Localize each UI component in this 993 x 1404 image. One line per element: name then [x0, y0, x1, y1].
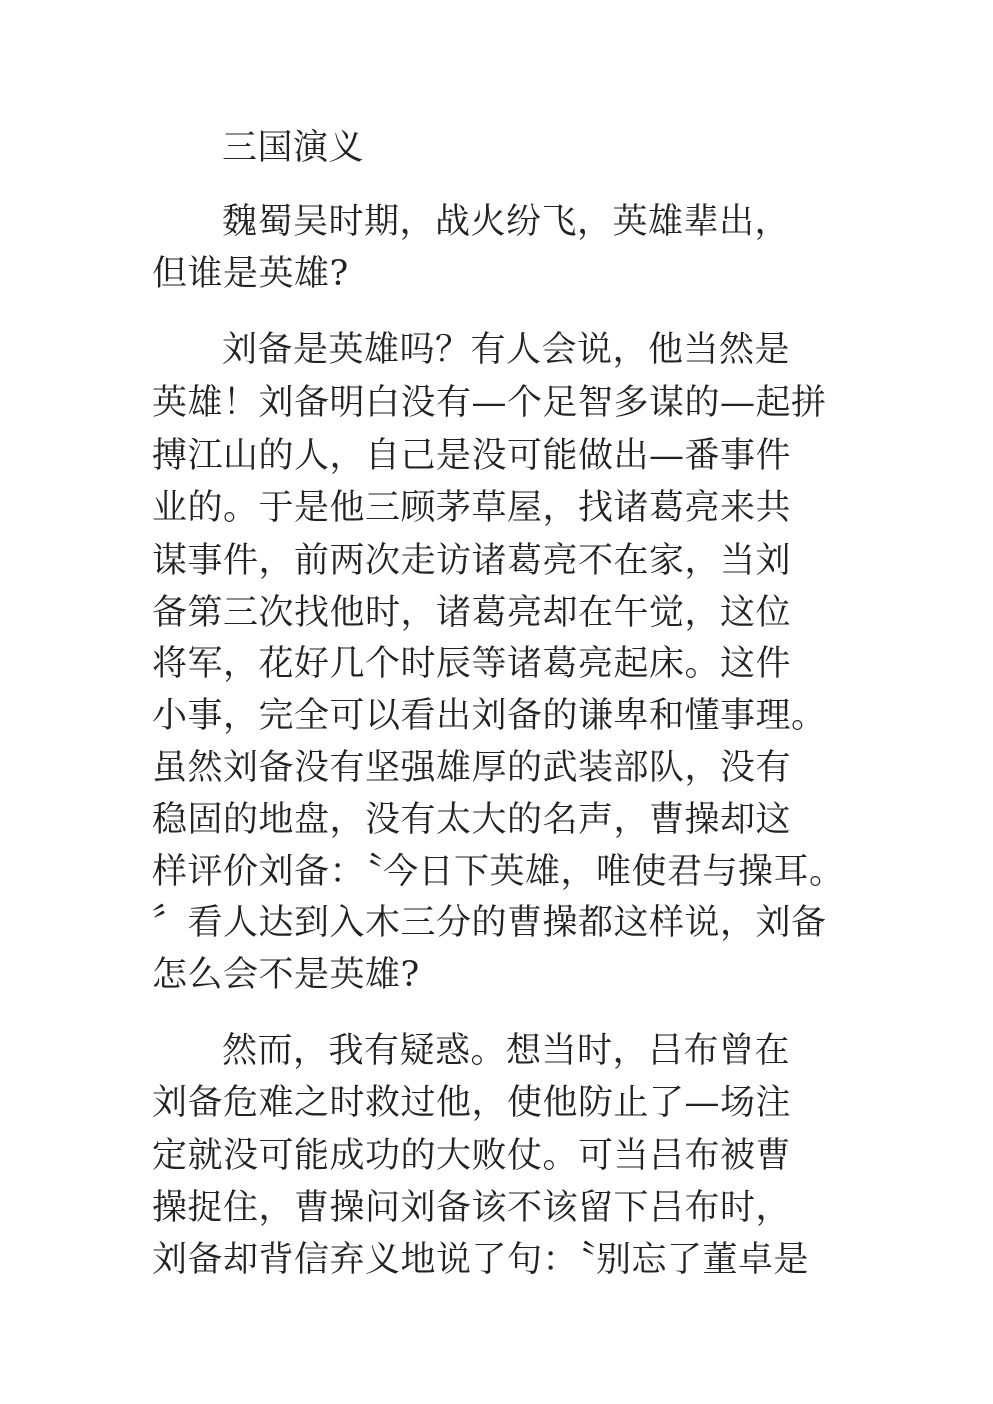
text-line: 谋事件，前两次走访诸葛亮不在家，当刘 [152, 541, 792, 581]
text-line: 怎么会不是英雄? [152, 955, 420, 995]
text-line: 刘备却背信弃义地说了句：〝别忘了董卓是 [152, 1240, 810, 1280]
text-line: 将军，花好几个时辰等诸葛亮起床。这件 [152, 644, 792, 684]
text-line: 然而，我有疑惑。想当时，吕布曾在 [222, 1031, 791, 1071]
text-line: 英雄！刘备明白没有—个足智多谋的—起拼 [152, 383, 827, 423]
text-line: 稳固的地盘，没有太大的名声，曹操却这 [152, 800, 792, 840]
text-line: 〞看人达到入木三分的曹操都这样说，刘备 [152, 903, 827, 943]
text-line: 搏江山的人，自己是没可能做出—番事件 [152, 436, 792, 476]
text-line: 刘备危难之时救过他，使他防止了—场注 [152, 1083, 792, 1123]
text-line: 业的。于是他三顾茅草屋，找诸葛亮来共 [152, 488, 792, 528]
text-line: 样评价刘备：〝今日下英雄，唯使君与操耳。 [152, 852, 845, 892]
document-title: 三国演义 [222, 128, 365, 168]
text-line: 操捉住，曹操问刘备该不该留下吕布时， [152, 1188, 792, 1228]
text-line: 定就没可能成功的大败仗。可当吕布被曹 [152, 1136, 792, 1176]
text-line: 但谁是英雄? [152, 254, 349, 294]
text-line: 备第三次找他时，诸葛亮却在午觉，这位 [152, 593, 792, 633]
text-line: 小事，完全可以看出刘备的谦卑和懂事理。 [152, 696, 827, 736]
text-line: 刘备是英雄吗？有人会说，他当然是 [222, 330, 791, 370]
text-line: 虽然刘备没有坚强雄厚的武装部队，没有 [152, 748, 792, 788]
text-line: 魏蜀吴时期，战火纷飞，英雄辈出， [222, 202, 791, 242]
